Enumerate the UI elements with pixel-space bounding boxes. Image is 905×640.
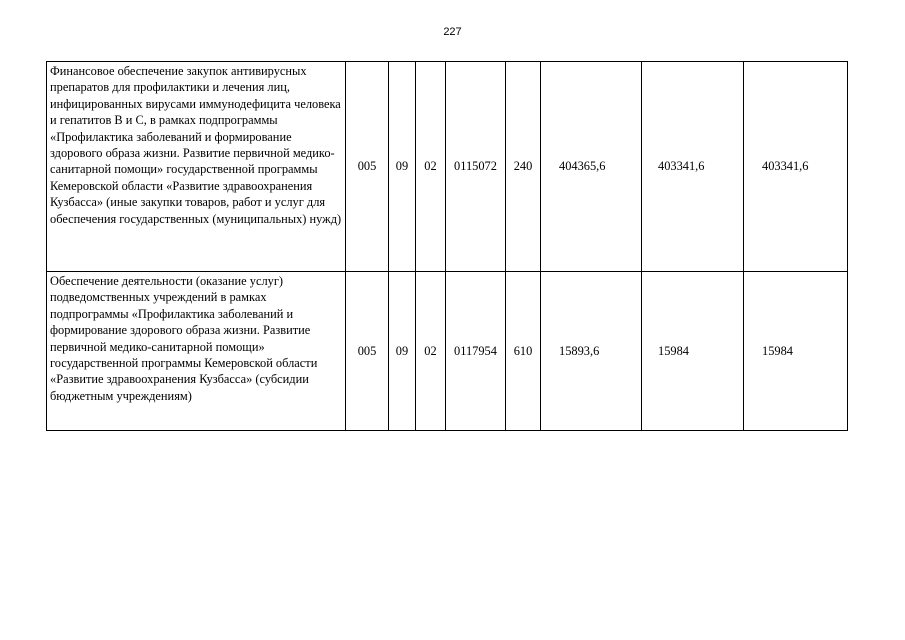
row-description: Финансовое обеспечение закупок антивирусных препаратов для профилактики и лечения лиц, инфицированных вирусами иммунодефицита человека и гепатитов В и С, в рамках подпрограммы «Профилактика заболеваний и формирование здорового образа жизни. Развитие первичной медико-санитарной помощи» государственной программы Кемеровской области «Развитие здравоохранения Кузбасса» (иные закупки товаров, работ и услуг для обеспечения государственных (муниципальных) нужд) [47,62,346,272]
section-code: 09 [389,62,416,272]
amount-year-2: 15984 [642,272,744,431]
section-code: 09 [389,272,416,431]
expense-type-code: 240 [506,62,541,272]
table-row [47,62,848,272]
ministry-code: 005 [346,272,389,431]
budget-table [46,61,848,431]
target-article-code: 0117954 [446,272,506,431]
amount-year-3: 15984 [744,272,848,431]
subsection-code: 02 [416,272,446,431]
amount-year-1: 404365,6 [541,62,642,272]
amount-year-3: 403341,6 [744,62,848,272]
expense-type-code: 610 [506,272,541,431]
subsection-code: 02 [416,62,446,272]
amount-year-2: 403341,6 [642,62,744,272]
amount-year-1: 15893,6 [541,272,642,431]
target-article-code: 0115072 [446,62,506,272]
table-row [47,272,848,431]
ministry-code: 005 [346,62,389,272]
row-description: Обеспечение деятельности (оказание услуг) подведомственных учреждений в рамках подпрограммы «Профилактика заболеваний и формирование здорового образа жизни. Развитие первичной медико-санитарной помощи» государственной программы Кемеровской области «Развитие здравоохранения Кузбасса» (субсидии бюджетным учреждениям) [47,272,346,431]
page-number: 227 [443,26,462,38]
